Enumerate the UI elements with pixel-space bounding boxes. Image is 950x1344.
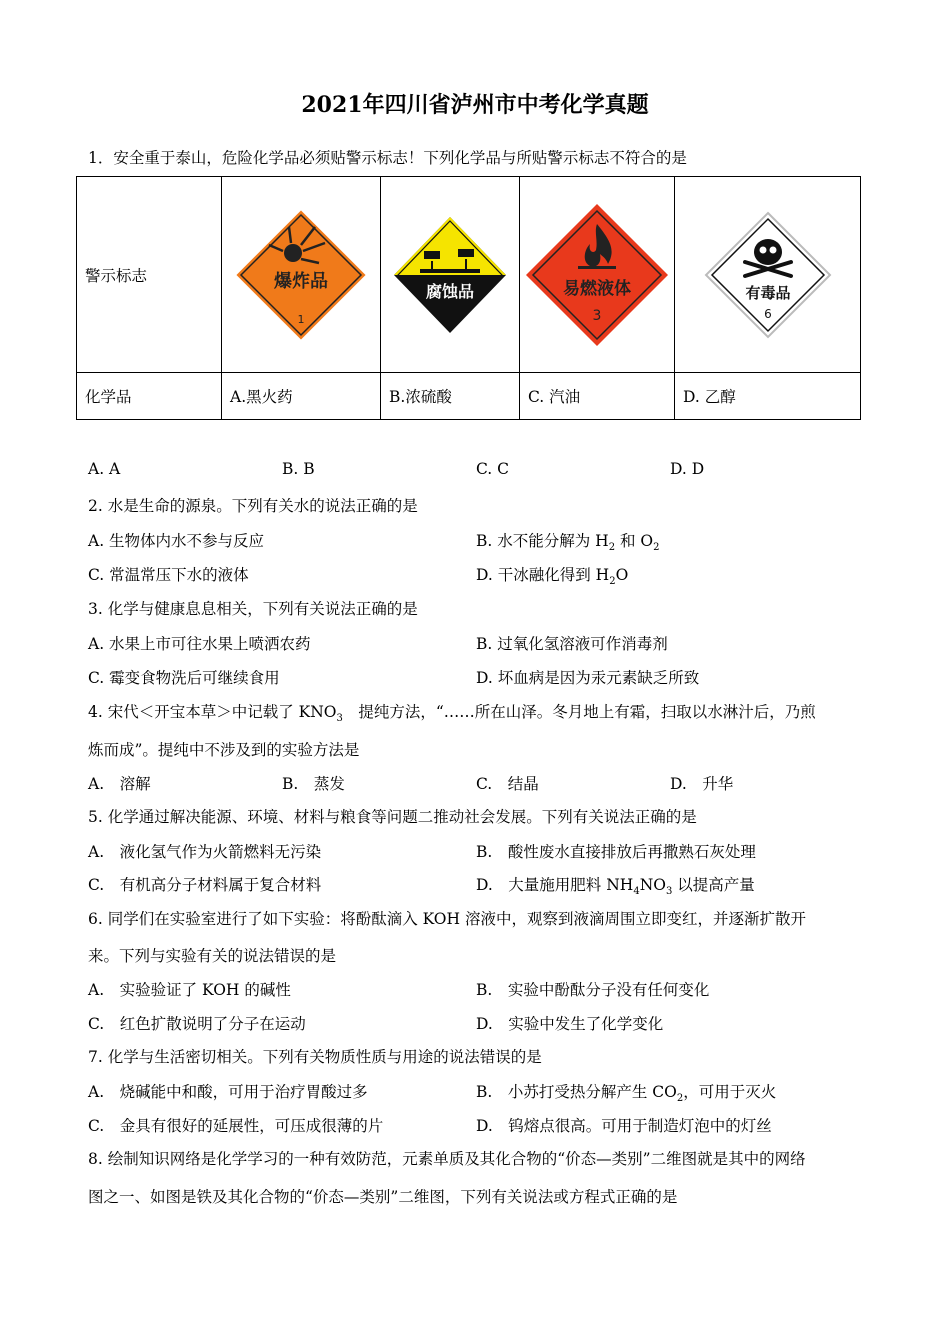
q6-option-d: D. 实验中发生了化学变化 — [476, 1015, 664, 1033]
q7-option-d: D. 钨熔点很高。可用于制造灯泡中的灯丝 — [476, 1117, 772, 1135]
q6-stem: 6. 同学们在实验室进行了如下实验：将酚酞滴入 KOH 溶液中，观察到液滴周围立即变红，并逐渐扩散开 — [88, 910, 806, 928]
sign-corrosive — [381, 177, 520, 373]
q4-option-b: B. 蒸发 — [282, 775, 345, 793]
chem-a: A.黑火药 — [222, 373, 381, 420]
chem-b: B.浓硫酸 — [381, 373, 520, 420]
q4-stem-cont: 炼而成”。提纯中不涉及到的实验方法是 — [88, 741, 360, 759]
svg-text:腐蚀品: 腐蚀品 — [425, 281, 475, 301]
page-title: 2021年四川省泸州市中考化学真题 — [301, 92, 649, 118]
q1-option-b: B. B — [282, 460, 315, 478]
sign-explosive — [222, 177, 381, 373]
chem-c: C. 汽油 — [520, 373, 675, 420]
q7-option-c: C. 金具有很好的延展性，可压成很薄的片 — [88, 1117, 384, 1135]
q4-option-a: A. 溶解 — [88, 775, 151, 793]
q4-stem: 4. 宋代＜开宝本草＞中记载了 $KNO_3$ 提纯方法，“……所在山泽。冬月地上有霜，扫取以水淋汁后，乃煎 — [88, 703, 816, 725]
svg-text:6: 6 — [763, 306, 772, 321]
q3-option-d: D. 坏血病是因为汞元素缺乏所致 — [476, 669, 700, 687]
q5-option-c: C. 有机高分子材料属于复合材料 — [88, 876, 322, 894]
q1-option-a: A. A — [88, 460, 121, 478]
svg-text:有毒品: 有毒品 — [744, 283, 791, 302]
corrosion-icon — [390, 205, 510, 345]
q5-option-a: A. 液化氢气作为火箭燃料无污染 — [88, 843, 322, 861]
flame-icon — [524, 202, 670, 348]
q3-option-b: B. 过氧化氢溶液可作消毒剂 — [476, 635, 668, 653]
row-label-sign: 警示标志 — [77, 177, 222, 373]
row-label-chem: 化学品 — [77, 373, 222, 420]
q8-stem: 8. 绘制知识网络是化学学习的一种有效防范，元素单质及其化合物的“价态—类别”二维图就是其中的网络 — [88, 1150, 806, 1168]
q2-option-b: B. 水不能分解为 $H_2$ 和 $O_2$ — [476, 532, 660, 554]
q4-option-d: D. 升华 — [670, 775, 734, 793]
q5-option-b: B. 酸性废水直接排放后再撒熟石灰处理 — [476, 843, 756, 861]
sign-flammable — [520, 177, 675, 373]
skull-icon — [703, 210, 833, 340]
q7-stem: 7. 化学与生活密切相关。下列有关物质性质与用途的说法错误的是 — [88, 1048, 542, 1066]
q2-option-c: C. 常温常压下水的液体 — [88, 566, 249, 584]
q3-option-a: A. 水果上市可往水果上喷洒农药 — [88, 635, 311, 653]
q1-table — [76, 176, 861, 420]
q7-option-a: A. 烧碱能中和酸，可用于治疗胃酸过多 — [88, 1083, 368, 1101]
q2-stem: 2. 水是生命的源泉。下列有关水的说法正确的是 — [88, 497, 418, 515]
q3-stem: 3. 化学与健康息息相关，下列有关说法正确的是 — [88, 600, 418, 618]
svg-text:1: 1 — [297, 312, 305, 326]
q5-stem: 5. 化学通过解决能源、环境、材料与粮食等问题二推动社会发展。下列有关说法正确的是 — [88, 808, 697, 826]
explosion-icon — [231, 205, 371, 345]
q7-option-b: B. 小苏打受热分解产生 $CO_2$，可用于灭火 — [476, 1083, 777, 1105]
q1-option-c: C. C — [476, 460, 510, 478]
q8-stem-cont: 图之一、如图是铁及其化合物的“价态—类别”二维图，下列有关说法或方程式正确的是 — [88, 1188, 678, 1206]
q5-option-d: D. 大量施用肥料 $NH_4NO_3$ 以提高产量 — [476, 876, 755, 898]
q3-option-c: C. 霉变食物洗后可继续食用 — [88, 669, 280, 687]
q1-option-d: D. D — [670, 460, 705, 478]
q2-option-a: A. 生物体内水不参与反应 — [88, 532, 265, 550]
svg-text:3: 3 — [592, 307, 602, 324]
q6-stem-cont: 来。下列与实验有关的说法错误的是 — [88, 947, 337, 965]
sign-toxic — [675, 177, 861, 373]
q6-option-c: C. 红色扩散说明了分子在运动 — [88, 1015, 306, 1033]
q2-option-d: D. 干冰融化得到 $H_2O$ — [476, 566, 629, 588]
svg-text:爆炸品: 爆炸品 — [274, 270, 328, 292]
chem-d: D. 乙醇 — [675, 373, 861, 420]
q6-option-a: A. 实验验证了 KOH 的碱性 — [88, 981, 291, 999]
q4-option-c: C. 结晶 — [476, 775, 539, 793]
svg-text:易燃液体: 易燃液体 — [563, 278, 631, 299]
q1-stem: 1．安全重于泰山，危险化学品必须贴警示标志！下列化学品与所贴警示标志不符合的是 — [88, 149, 687, 167]
q6-option-b: B. 实验中酚酞分子没有任何变化 — [476, 981, 710, 999]
